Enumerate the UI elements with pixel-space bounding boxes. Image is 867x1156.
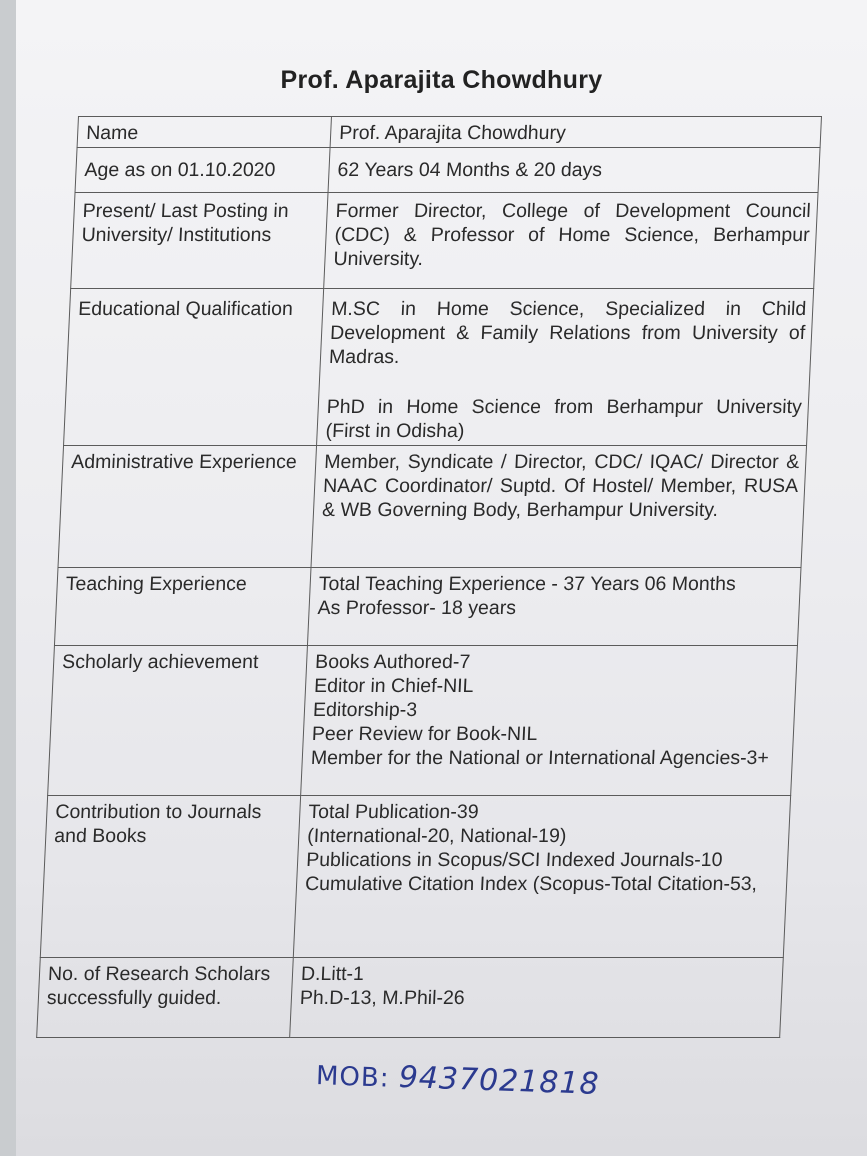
- row-label: Contribution to Journals and Books: [40, 796, 300, 958]
- mobile-label: MOB:: [315, 1061, 391, 1094]
- row-label: Educational Qualification: [64, 289, 324, 446]
- row-value: [328, 148, 820, 193]
- row-value: [301, 646, 798, 796]
- table-row: [75, 148, 820, 193]
- table-row: [40, 796, 790, 958]
- row-label: Name: [77, 117, 331, 148]
- row-value: [293, 796, 790, 958]
- document-page: [16, 0, 867, 1156]
- value-line: Editor in Chief-NIL: [313, 675, 474, 697]
- row-value: [330, 117, 821, 148]
- row-value: [290, 958, 784, 1038]
- value-line: Publications in Scopus/SCI Indexed Journals-10: [305, 849, 723, 871]
- value-line: Ph.D-13, M.Phil-26: [299, 987, 466, 1009]
- table-row: [71, 193, 818, 289]
- value-line: (International-20, National-19): [306, 825, 567, 847]
- value-line: Member, Syndicate / Director, CDC/ IQAC/ Director & NAAC Coordinator/ Suptd. Of Hostel/ Member, RUSA & WB Governing Body, Berhampur University.: [321, 451, 800, 521]
- value-line: D.Litt-1: [300, 963, 365, 985]
- table-row: [64, 289, 814, 446]
- table-row: [48, 646, 798, 796]
- value-line: Total Publication-39: [307, 801, 480, 823]
- table-row: [58, 446, 807, 568]
- handwritten-mobile-note: [315, 1057, 600, 1102]
- row-label: No. of Research Scholars successfully guided.: [37, 958, 294, 1038]
- value-line: Editorship-3: [312, 699, 418, 721]
- value-line: Prof. Aparajita Chowdhury: [338, 122, 567, 144]
- profile-table: [36, 116, 822, 1038]
- row-value: [311, 446, 807, 568]
- row-value: [317, 289, 814, 446]
- table-row: [77, 117, 821, 148]
- value-line: Peer Review for Book-NIL: [311, 723, 538, 745]
- value-line: 62 Years 04 Months & 20 days: [337, 159, 603, 181]
- page-title: Prof. Aparajita Chowdhury: [280, 66, 603, 94]
- mobile-number: 9437021818: [398, 1059, 601, 1102]
- row-label: Administrative Experience: [58, 446, 317, 568]
- value-line: PhD in Home Science from Berhampur University (First in Odisha): [325, 396, 803, 442]
- value-line: As Professor- 18 years: [317, 597, 517, 619]
- value-line: Books Authored-7: [314, 651, 471, 673]
- row-label: Present/ Last Posting in University/ Institutions: [71, 193, 328, 289]
- row-value: [307, 568, 801, 646]
- row-label: Scholarly achievement: [48, 646, 308, 796]
- value-line: Total Teaching Experience - 37 Years 06 Months: [318, 573, 737, 595]
- value-line: Former Director, College of Development Council (CDC) & Professor of Home Science, Berhampur University.: [333, 200, 812, 270]
- value-line: M.SC in Home Science, Specialized in Child Development & Family Relations from University of Madras.: [328, 298, 807, 368]
- value-line: Member for the National or International Agencies-3+: [310, 747, 770, 769]
- row-value: [324, 193, 818, 289]
- value-line: Cumulative Citation Index (Scopus-Total Citation-53,: [304, 873, 758, 895]
- row-label: Teaching Experience: [54, 568, 311, 646]
- table-row: [37, 958, 784, 1038]
- row-label: Age as on 01.10.2020: [75, 148, 330, 193]
- table-row: [54, 568, 801, 646]
